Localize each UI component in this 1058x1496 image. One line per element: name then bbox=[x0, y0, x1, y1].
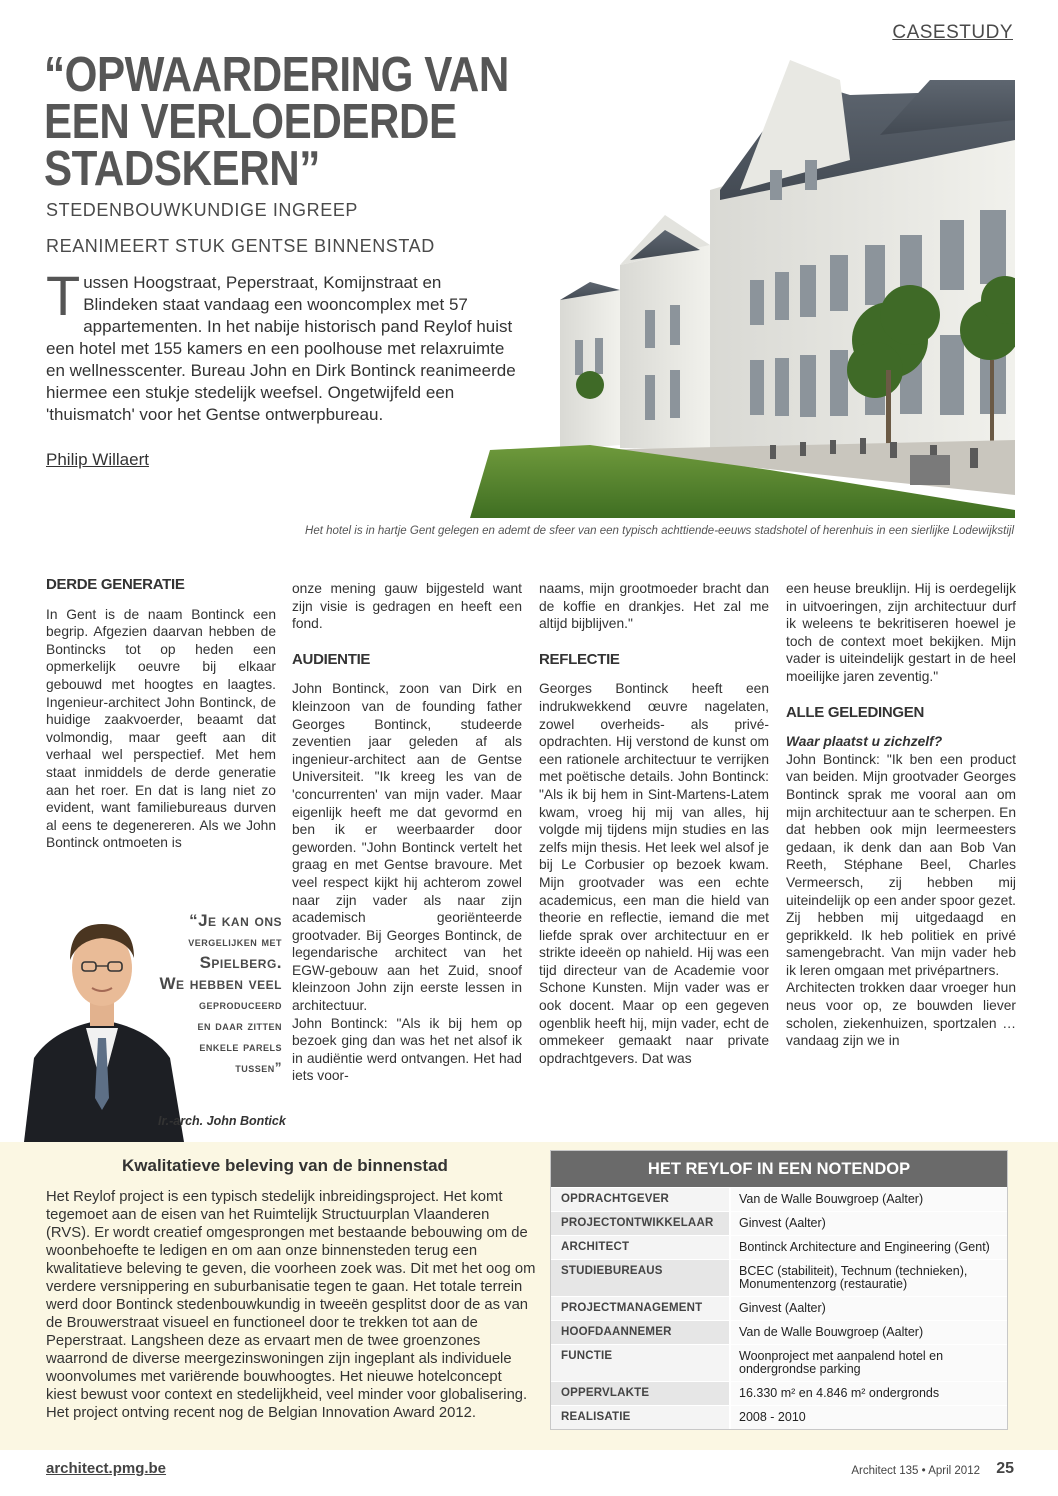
column-1-text: In Gent is de naam Bontinck een begrip. Afgezien daarvan hebben de Bontincks tot op heden een opmerkelijk oeuvre bij elkaar gebouwd met hoogtes en laagtes. Ingenieur-architect John Bontinck, de huidige zaakvoerder, beaamt dat volmondig, maar geeft aan dit verhaal wel perspectief. Met hem staat inmiddels de derde generatie aan het roer. En dat is lang niet zo evident, want familiebureaus durven al eens te degenereren. Als we John Bontinck ontmoeten is bbox=[46, 606, 276, 851]
pull-quote-line: We hebben veel bbox=[159, 974, 282, 993]
pull-quote-line: tussen” bbox=[235, 1060, 282, 1075]
section-label: CASESTUDY bbox=[892, 22, 1013, 43]
table-row bbox=[551, 1187, 1007, 1211]
column-3-text-a: naams, mijn grootmoeder bracht dan de koffie en drankjes. Het zal me altijd bijblijven." bbox=[539, 581, 769, 632]
interview-question: Waar plaatst u zichzelf? bbox=[786, 734, 943, 750]
heading-derde-generatie: DERDE GENERATIE bbox=[46, 576, 185, 593]
pull-quote-line: geproduceerd bbox=[198, 997, 282, 1012]
fact-key: PROJECTONTWIKKELAAR bbox=[561, 1217, 714, 1229]
lede-text: ussen Hoogstraat, Peperstraat, Komijnstraat en Blindeken staat vandaag een wooncomplex met 57 appartementen. In het nabije historisch pand Reylof huist een hotel met 155 kamers en een poolhouse met relaxruimte en wellnesscenter. Bureau John en Dirk Bontinck reanimeerde hiermee een stukje stedelijk weefsel. Ongetwijfeld een 'thuismatch' voor het Gentse ontwerpbureau. bbox=[46, 273, 516, 424]
table-row bbox=[551, 1211, 1007, 1235]
footer-website-link[interactable]: architect.pmg.be bbox=[46, 1460, 167, 1477]
pull-quote-line: en daar zitten bbox=[197, 1018, 282, 1033]
fact-key: STUDIEBUREAUS bbox=[561, 1265, 663, 1277]
info-box-title: Kwalitatieve beleving van de binnenstad bbox=[122, 1156, 448, 1175]
photo-caption: Het hotel is in hartje Gent gelegen en ademt de sfeer van een typisch achttiende-eeuws stadshotel of herenhuis in een sierlijke Lodewijkstijl bbox=[305, 525, 1014, 537]
column-3-text-b: Georges Bontinck heeft een indrukwekkend œuvre nagelaten, zowel overheids- als privé-opdrachten. Hij verstond de kunst om een rationele architectuur te verrijken met poëtische details. John Bontinck: "Als ik bij hem in Sint-Martens-Latem kwam, vroeg hij mij van alles, hij volgde mij tijdens mijn studies en las zelfs mijn thesis. Het leek wel alsof je bij Le Corbusier op bezoek kwam. Mijn grootvader was een echte academicus, een man die hield van theorie en reflectie, iemand die met liefde sprak over architectuur en er strikte ideeën op nahield. Hij was een tijd directeur van de Academie voor Schone Kunsten. Mijn vader was er ook docent. Maar op een gegeven ogenblik heeft hij, mijn vader, echt de ommekeer gemaakt naar private opdrachtgevers. Dat was bbox=[539, 681, 769, 1066]
fact-key: OPPERVLAKTE bbox=[561, 1387, 650, 1399]
article-column-3 bbox=[539, 580, 769, 1067]
pull-quote-line: Spielberg. bbox=[199, 953, 282, 972]
column-2-text-b: John Bontinck, zoon van Dirk en kleinzoon van de founding father Georges Bontinck, studeerde zeventien jaar geleden af als ingenieur-architect aan de Gentse Universiteit. "Ik kreeg les van de 'concurrenten' van mijn vader. Maar eigenlijk heeft me dat gevormd en ben ik er weerbaarder door geworden. "John Bontinck vertelt het graag en met Gentse bravoure. Met veel respect kijkt hij achterom zowel naar zijn vader als naar zijn academisch georiënteerde grootvader. Bij Georges Bontinck, de legendarische architect van het EGW-gebouw aan het Zuid, snoof kleinzoon John zijn eerste lessen in architectuur. bbox=[292, 681, 522, 1014]
fact-value: Van de Walle Bouwgroep (Aalter) bbox=[729, 1188, 1007, 1211]
table-row bbox=[551, 1344, 1007, 1381]
column-4-text-a: een heuse breuklijn. Hij is oerdegelijk in uitvoeringen, zijn architectuur durf ik weleens te bekritiseren hoewel je toch de context moet bekijken. Mijn vader is uiteindelijk gestart in de heel moeilijke jaren zeventig." bbox=[786, 581, 1016, 684]
fact-value: Ginvest (Aalter) bbox=[729, 1297, 1007, 1320]
column-2-text-c: John Bontinck: "Als ik bij hem op bezoek ging dan was het net alsof ik in audiëntie werd ontvangen. Het had iets voor- bbox=[292, 1015, 522, 1084]
fact-value: 16.330 m² en 4.846 m² ondergronds bbox=[729, 1382, 1007, 1405]
fact-value: Bontinck Architecture and Engineering (Gent) bbox=[729, 1236, 1007, 1259]
pull-quote-line: enkele parels bbox=[199, 1039, 282, 1054]
fact-value: Van de Walle Bouwgroep (Aalter) bbox=[729, 1321, 1007, 1344]
column-4-text-c: Architecten trokken daar vroeger hun neus voor op, ze bouwden liever scholen, ziekenhuizen, sportzalen … vandaag zijn we in bbox=[786, 980, 1016, 1049]
fact-key: PROJECTMANAGEMENT bbox=[561, 1302, 703, 1314]
table-row bbox=[551, 1259, 1007, 1296]
article-column-2 bbox=[292, 580, 522, 1085]
quote-credit: Ir.-arch. John Bontick bbox=[158, 1114, 286, 1128]
heading-audientie: AUDIENTIE bbox=[292, 650, 371, 668]
fact-key: OPDRACHTGEVER bbox=[561, 1193, 670, 1205]
footer-issue-info: Architect 135 • April 2012 bbox=[851, 1465, 980, 1477]
facts-table bbox=[550, 1150, 1008, 1430]
pull-quote bbox=[150, 910, 282, 1078]
page-number: 25 bbox=[996, 1460, 1014, 1477]
hotel-building-photo bbox=[470, 40, 1015, 518]
fact-value: BCEC (stabiliteit), Technum (technieken), Monumentenzorg (restauratie) bbox=[729, 1260, 1007, 1296]
fact-value: Ginvest (Aalter) bbox=[729, 1212, 1007, 1235]
table-row bbox=[551, 1405, 1007, 1429]
table-row bbox=[551, 1320, 1007, 1344]
fact-value: Woonproject met aanpalend hotel en ondergrondse parking bbox=[729, 1345, 1007, 1381]
headline-line-1: “OPWAARDERING VAN bbox=[44, 48, 509, 102]
column-4-text-b: John Bontinck: "Ik ben een product van beiden. Mijn grootvader Georges Bontinck sprak me vooral aan om mijn architectuur aan te scherpen. En dat hebben ook mijn leermeesters gedaan, ik denk dan aan Bob Van Reeth, Stéphane Beel, Charles Vermeersch, zij hebben mij uiteindelijk op een ander spoor gezet. Zij hebben mij uitgedaagd en geprikkeld. Ik heb politiek en privé samengebracht. Van mijn vader heb ik leren omgaan met privépartners. bbox=[786, 751, 1016, 978]
subhead-line-1: STEDENBOUWKUNDIGE INGREEP bbox=[46, 200, 359, 220]
column-2-text-a: onze mening gauw bijgesteld want zijn visie is gedragen en heeft een fond. bbox=[292, 581, 522, 632]
subhead-line-2: REANIMEERT STUK GENTSE BINNENSTAD bbox=[46, 236, 435, 256]
author-byline[interactable]: Philip Willaert bbox=[46, 450, 149, 469]
lede-dropcap: T bbox=[46, 264, 81, 327]
facts-rows bbox=[551, 1187, 1007, 1429]
fact-key: FUNCTIE bbox=[561, 1350, 613, 1362]
pull-quote-line: “Je kan ons bbox=[189, 911, 282, 930]
heading-reflectie: REFLECTIE bbox=[539, 650, 620, 668]
fact-key: REALISATIE bbox=[561, 1411, 631, 1423]
headline-line-2: EEN VERLOEDERDE STADSKERN” bbox=[44, 95, 457, 196]
article-column-1 bbox=[46, 576, 276, 852]
fact-value: 2008 - 2010 bbox=[729, 1406, 1007, 1429]
table-row bbox=[551, 1381, 1007, 1405]
info-box-text: Het Reylof project is een typisch stedelijk inbreidingsproject. Het komt tegemoet aan de eisen van het Ruimtelijk Structuurplan Vlaanderen (RVS). Er wordt creatief omgesprongen met bestaande bebouwing om de woonbehoefte te ledigen en om aan onze binnensteden terug een kwalitatieve beleving te geven, die voorheen zoek was. Dit met het oog om verdere versnippering en suburbanisatie tegen te gaan. Het totale terrein werd door Bontinck stedenbouwkundig in tweeën gesplitst door de as van de Brouwerstraat visueel en functioneel door te trekken tot aan de Peperstraat. Langsheen deze as ervaart men de twee groenzones waarrond de diverse meergezinswoningen zijn ingeplant als individuele woonvolumes met variërende bouwhoogtes. Het nieuwe hotelconcept kiest bewust voor context en stedelijkheid, veel minder voor globalisering. Het project ontving recent nog de Belgian Innovation Award 2012. bbox=[46, 1189, 536, 1421]
facts-table-title: HET REYLOF IN EEN NOTENDOP bbox=[551, 1151, 1007, 1187]
fact-key: HOOFDAANNEMER bbox=[561, 1326, 672, 1338]
lede-paragraph bbox=[46, 264, 516, 426]
fact-key: ARCHITECT bbox=[561, 1241, 630, 1253]
article-column-4 bbox=[786, 580, 1016, 1050]
table-row bbox=[551, 1235, 1007, 1259]
heading-alle-geledingen: ALLE GELEDINGEN bbox=[786, 703, 925, 721]
table-row bbox=[551, 1296, 1007, 1320]
pull-quote-line: vergelijken met bbox=[188, 934, 282, 949]
